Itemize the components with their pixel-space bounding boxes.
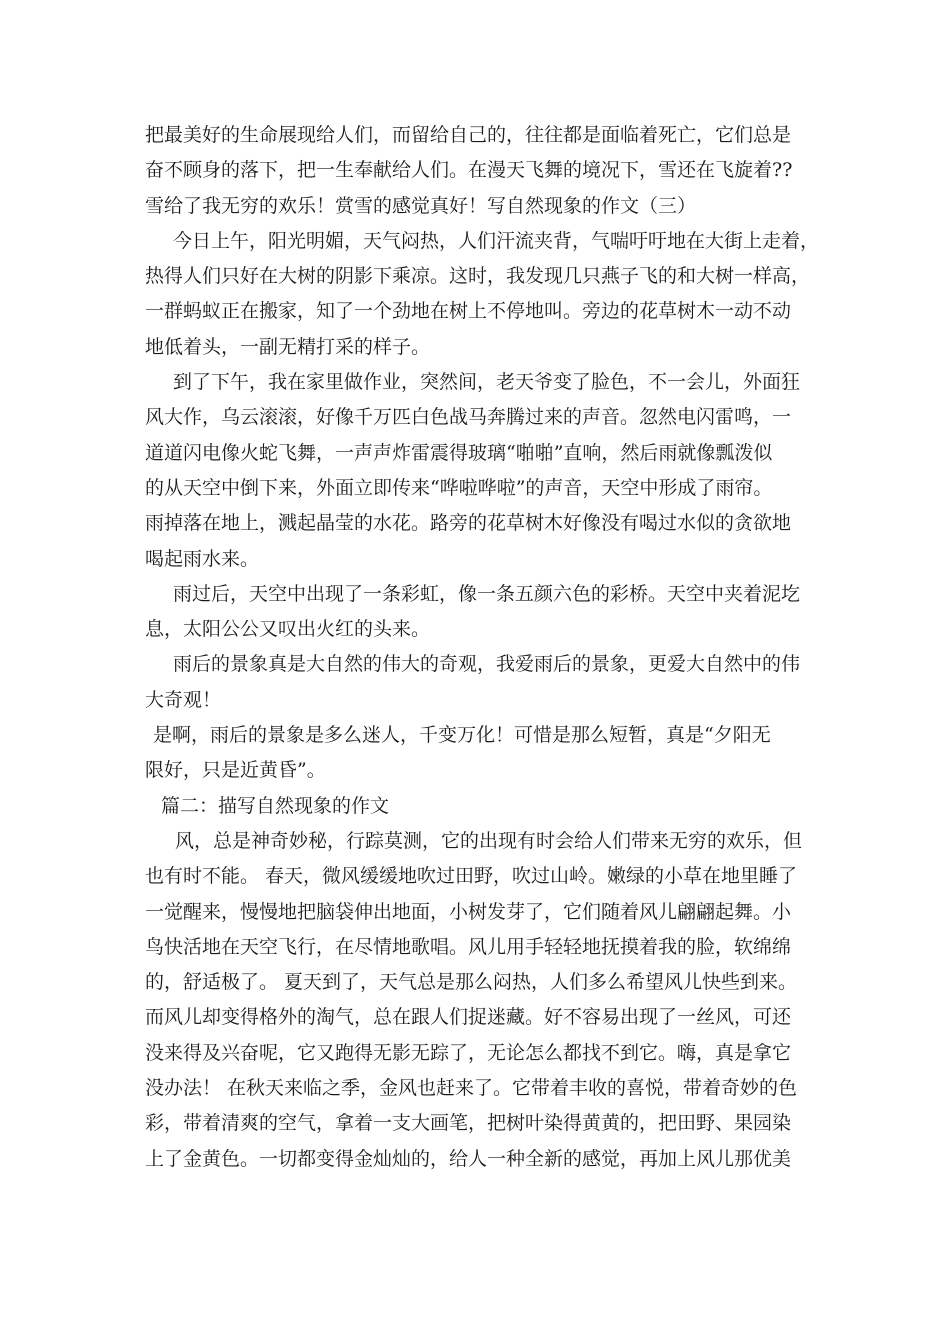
text-line: 限好，只是近黄昏”。 [145, 759, 326, 782]
text-line: 没办法！ 在秋天来临之季，金风也赶来了。它带着丰收的喜悦，带着奇妙的色 [145, 1077, 798, 1100]
text-line: 也有时不能。 春天，微风缓缓地吹过田野，吹过山岭。嫩绿的小草在地里睡了 [145, 865, 798, 888]
text-line: 喝起雨水来。 [145, 547, 260, 570]
text-line: 风，总是神奇妙秘，行踪莫测，它的出现有时会给人们带来无穷的欢乐，但 [175, 829, 803, 852]
text-line: 地低着头，一副无精打采的样子。 [145, 335, 431, 358]
text-line: 鸟快活地在天空飞行，在尽情地歌唱。风儿用手轻轻地抚摸着我的脸，软绵绵 [145, 935, 792, 958]
text-line: 雨掉落在地上，溅起晶莹的水花。路旁的花草树木好像没有喝过水似的贪欲地 [145, 512, 792, 535]
text-line: 上了金黄色。一切都变得金灿灿的，给人一种全新的感觉，再加上风儿那优美 [145, 1147, 792, 1170]
text-line: 风大作，乌云滚滚，好像千万匹白色战马奔腾过来的声音。忽然电闪雷鸣，一 [145, 406, 792, 429]
section-heading-line: 篇二：描写自然现象的作文 [161, 794, 390, 817]
text-line: 道道闪电像火蛇飞舞，一声声炸雷震得玻璃“啪啪”直响，然后雨就像瓢泼似 [145, 441, 773, 464]
text-line: 一觉醒来，慢慢地把脑袋伸出地面，小树发芽了，它们随着风儿翩翩起舞。小 [145, 900, 792, 923]
text-line: 彩，带着清爽的空气，拿着一支大画笔，把树叶染得黄黄的，把田野、果园染 [145, 1112, 792, 1135]
essay-body [145, 118, 820, 1177]
text-line: 雨过后，天空中出现了一条彩虹，像一条五颜六色的彩桥。天空中夹着泥圪 [173, 582, 801, 605]
text-line: 而风儿却变得格外的淘气，总在跟人们捉迷藏。好不容易出现了一丝风，可还 [145, 1006, 792, 1029]
text-line: 到了下午，我在家里做作业，突然间，老天爷变了脸色，不一会儿，外面狂 [173, 371, 801, 394]
text-line: 息，太阳公公又叹出火红的头来。 [145, 618, 431, 641]
section-heading-line: 雪给了我无穷的欢乐！赏雪的感觉真好！写自然现象的作文（三） [145, 194, 697, 217]
text-line: 雨后的景象真是大自然的伟大的奇观，我爱雨后的景象，更爱大自然中的伟 [173, 653, 801, 676]
text-line: 大奇观！ [145, 688, 222, 711]
text-line: 一群蚂蚁正在搬家，知了一个劲地在树上不停地叫。旁边的花草树木一动不动 [145, 300, 792, 323]
text-line: 把最美好的生命展现给人们，而留给自己的，往往都是面临着死亡，它们总是 [145, 124, 792, 146]
text-line: 的从天空中倒下来，外面立即传来“哗啦哗啦”的声音，天空中形成了雨帘。 [145, 476, 773, 499]
text-line: 今日上午，阳光明媚，天气闷热，人们汗流夹背，气喘吁吁地在大街上走着， [173, 229, 820, 252]
text-line: 热得人们只好在大树的阴影下乘凉。这时，我发现几只燕子飞的和大树一样高， [145, 265, 811, 288]
text-line: 没来得及兴奋呢，它又跑得无影无踪了，无论怎么都找不到它。嗨，真是拿它 [145, 1041, 792, 1064]
text-line: 是啊，雨后的景象是多么迷人，千变万化！可惜是那么短暂，真是“夕阳无 [153, 724, 771, 747]
text-line: 奋不顾身的落下，把一生奉献给人们。在漫天飞舞的境况下，雪还在飞旋着?? [145, 159, 793, 182]
text-line: 的，舒适极了。 夏天到了，天气总是那么闷热，人们多么希望风儿快些到来。 [145, 971, 798, 994]
